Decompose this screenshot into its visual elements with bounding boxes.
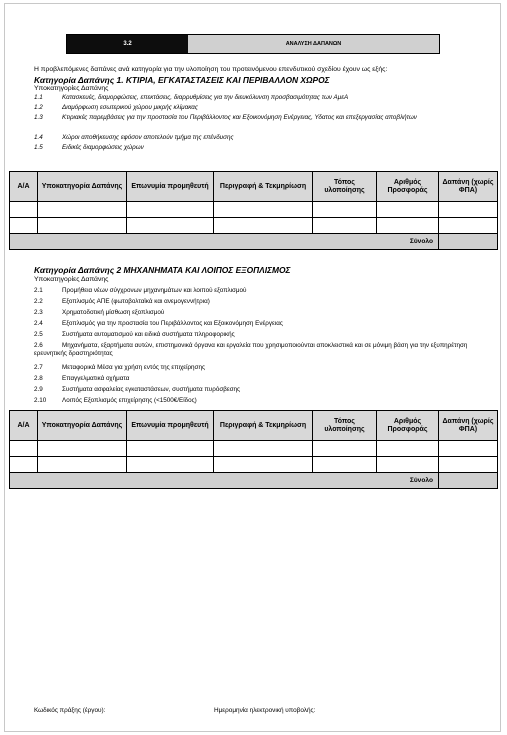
col-header-supplier: Επωνυμία προμηθευτή <box>127 172 214 202</box>
category2-expense-table <box>9 410 498 489</box>
section-header <box>66 34 440 54</box>
category2-item: 2.2 Εξοπλισμός ΑΠΕ (φωτοβολταϊκά και ανεμογεννήτρια) <box>34 298 210 305</box>
category1-item: 1.5 Ειδικές διαμορφώσεις χώρων <box>34 144 144 151</box>
total-value <box>439 234 498 250</box>
section-number: 3.2 <box>67 35 188 53</box>
category2-item: 2.9 Συστήματα ασφαλείας εγκαταστάσεων, συστήματα πυρόσβεσης <box>34 386 241 393</box>
table-row <box>10 457 498 473</box>
col-header-aa: Α/Α <box>10 172 38 202</box>
total-value <box>439 473 498 489</box>
table-total-row <box>10 473 498 489</box>
category1-item: 1.4 Χώροι αποθήκευσης εφόσον αποτελούν τμήμα της επένδυσης <box>34 134 234 141</box>
col-header-location: Τόπος υλοποίησης <box>313 172 377 202</box>
col-header-subcategory: Υποκατηγορία Δαπάνης <box>38 172 127 202</box>
col-header-cost: Δαπάνη (χωρίς ΦΠΑ) <box>439 172 498 202</box>
category1-item: 1.1 Κατασκευές, διαμορφώσεις, επεκτάσεις, διαρρυθμίσεις για την διευκόλυνση προσβασιμότητας των ΑμεΑ <box>34 94 349 101</box>
table-row <box>10 202 498 218</box>
col-header-cost: Δαπάνη (χωρίς ΦΠΑ) <box>439 411 498 441</box>
category2-subtitle: Υποκατηγορίες Δαπάνης <box>34 276 109 283</box>
category1-item: 1.3 Κτιριακές παρεμβάσεις για την προστασία του Περιβάλλοντος και Εξοικονόμηση Ενέργειας, Υδατος και επεξεργασίας αποβλήτων <box>34 114 417 121</box>
table-total-row <box>10 234 498 250</box>
category1-expense-table <box>9 171 498 250</box>
category2-item: 2.8 Επαγγελματικά οχήματα <box>34 375 130 382</box>
category1-item: 1.2 Διαμόρφωση εσωτερικού χώρου μικρής κλίμακας <box>34 104 198 111</box>
col-header-description: Περιγραφή & Τεκμηρίωση <box>214 411 313 441</box>
submission-date-label: Ημερομηνία ηλεκτρονική υποβολής: <box>214 707 316 714</box>
project-code-label: Κωδικός πράξης (έργου): <box>34 707 106 714</box>
col-header-supplier: Επωνυμία προμηθευτή <box>127 411 214 441</box>
col-header-aa: Α/Α <box>10 411 38 441</box>
category1-title: Κατηγορία Δαπάνης 1. ΚΤΙΡΙΑ, ΕΓΚΑΤΑΣΤΑΣΕΙΣ ΚΑΙ ΠΕΡΙΒΑΛΛΟΝ ΧΩΡΟΣ <box>34 75 330 85</box>
intro-text: Η προβλεπόμενες δαπάνες ανά κατηγορία για την υλοποίηση του προτεινόμενου επενδυτικού σχεδίου έχουν ως εξής: <box>34 66 388 73</box>
category2-item: 2.3 Χρηματοδοτική μίσθωση εξοπλισμού <box>34 309 165 316</box>
col-header-offer-number: Αριθμός Προσφοράς <box>377 411 439 441</box>
category2-item: 2.4 Εξοπλισμός για την προστασία του Περιβάλλοντος και Εξοικονόμηση Ενέργειας <box>34 320 283 327</box>
table-row <box>10 441 498 457</box>
category2-item: 2.10 Λοιπός Εξοπλισμός επιχείρησης (<1500€/Είδος) <box>34 397 197 404</box>
col-header-location: Τόπος υλοποίησης <box>313 411 377 441</box>
col-header-subcategory: Υποκατηγορία Δαπάνης <box>38 411 127 441</box>
col-header-offer-number: Αριθμός Προσφοράς <box>377 172 439 202</box>
category1-subtitle: Υποκατηγορίες Δαπάνης <box>34 85 109 92</box>
col-header-description: Περιγραφή & Τεκμηρίωση <box>214 172 313 202</box>
total-label: Σύνολο <box>10 234 439 250</box>
category2-item: 2.1 Προμήθεια νέων σύγχρονων μηχανημάτων και λοιπού εξοπλισμού <box>34 287 247 294</box>
category2-title: Κατηγορία Δαπάνης 2 ΜΗΧΑΝΗΜΑΤΑ ΚΑΙ ΛΟΙΠΟΣ ΕΞΟΠΛΙΣΜΟΣ <box>34 265 291 275</box>
category2-item: 2.5 Συστήματα αυτοματισμού και ειδικά συστήματα πληροφορικής <box>34 331 235 338</box>
category2-item: 2.6 Μηχανήματα, εξαρτήματα αυτών, επιστημονικά όργανα και εργαλεία που χρησιμοποιούνται αποκλειστικά και σε μόνιμη βάση για την εξυπηρέτηση ερευνητικής δραστηριότητας <box>34 342 468 357</box>
table-row <box>10 218 498 234</box>
category2-item: 2.7 Μεταφορικά Μέσα για χρήση εντός της επιχείρησης <box>34 364 205 371</box>
total-label: Σύνολο <box>10 473 439 489</box>
section-title: ΑΝΑΛΥΣΗ ΔΑΠΑΝΩΝ <box>188 35 439 53</box>
